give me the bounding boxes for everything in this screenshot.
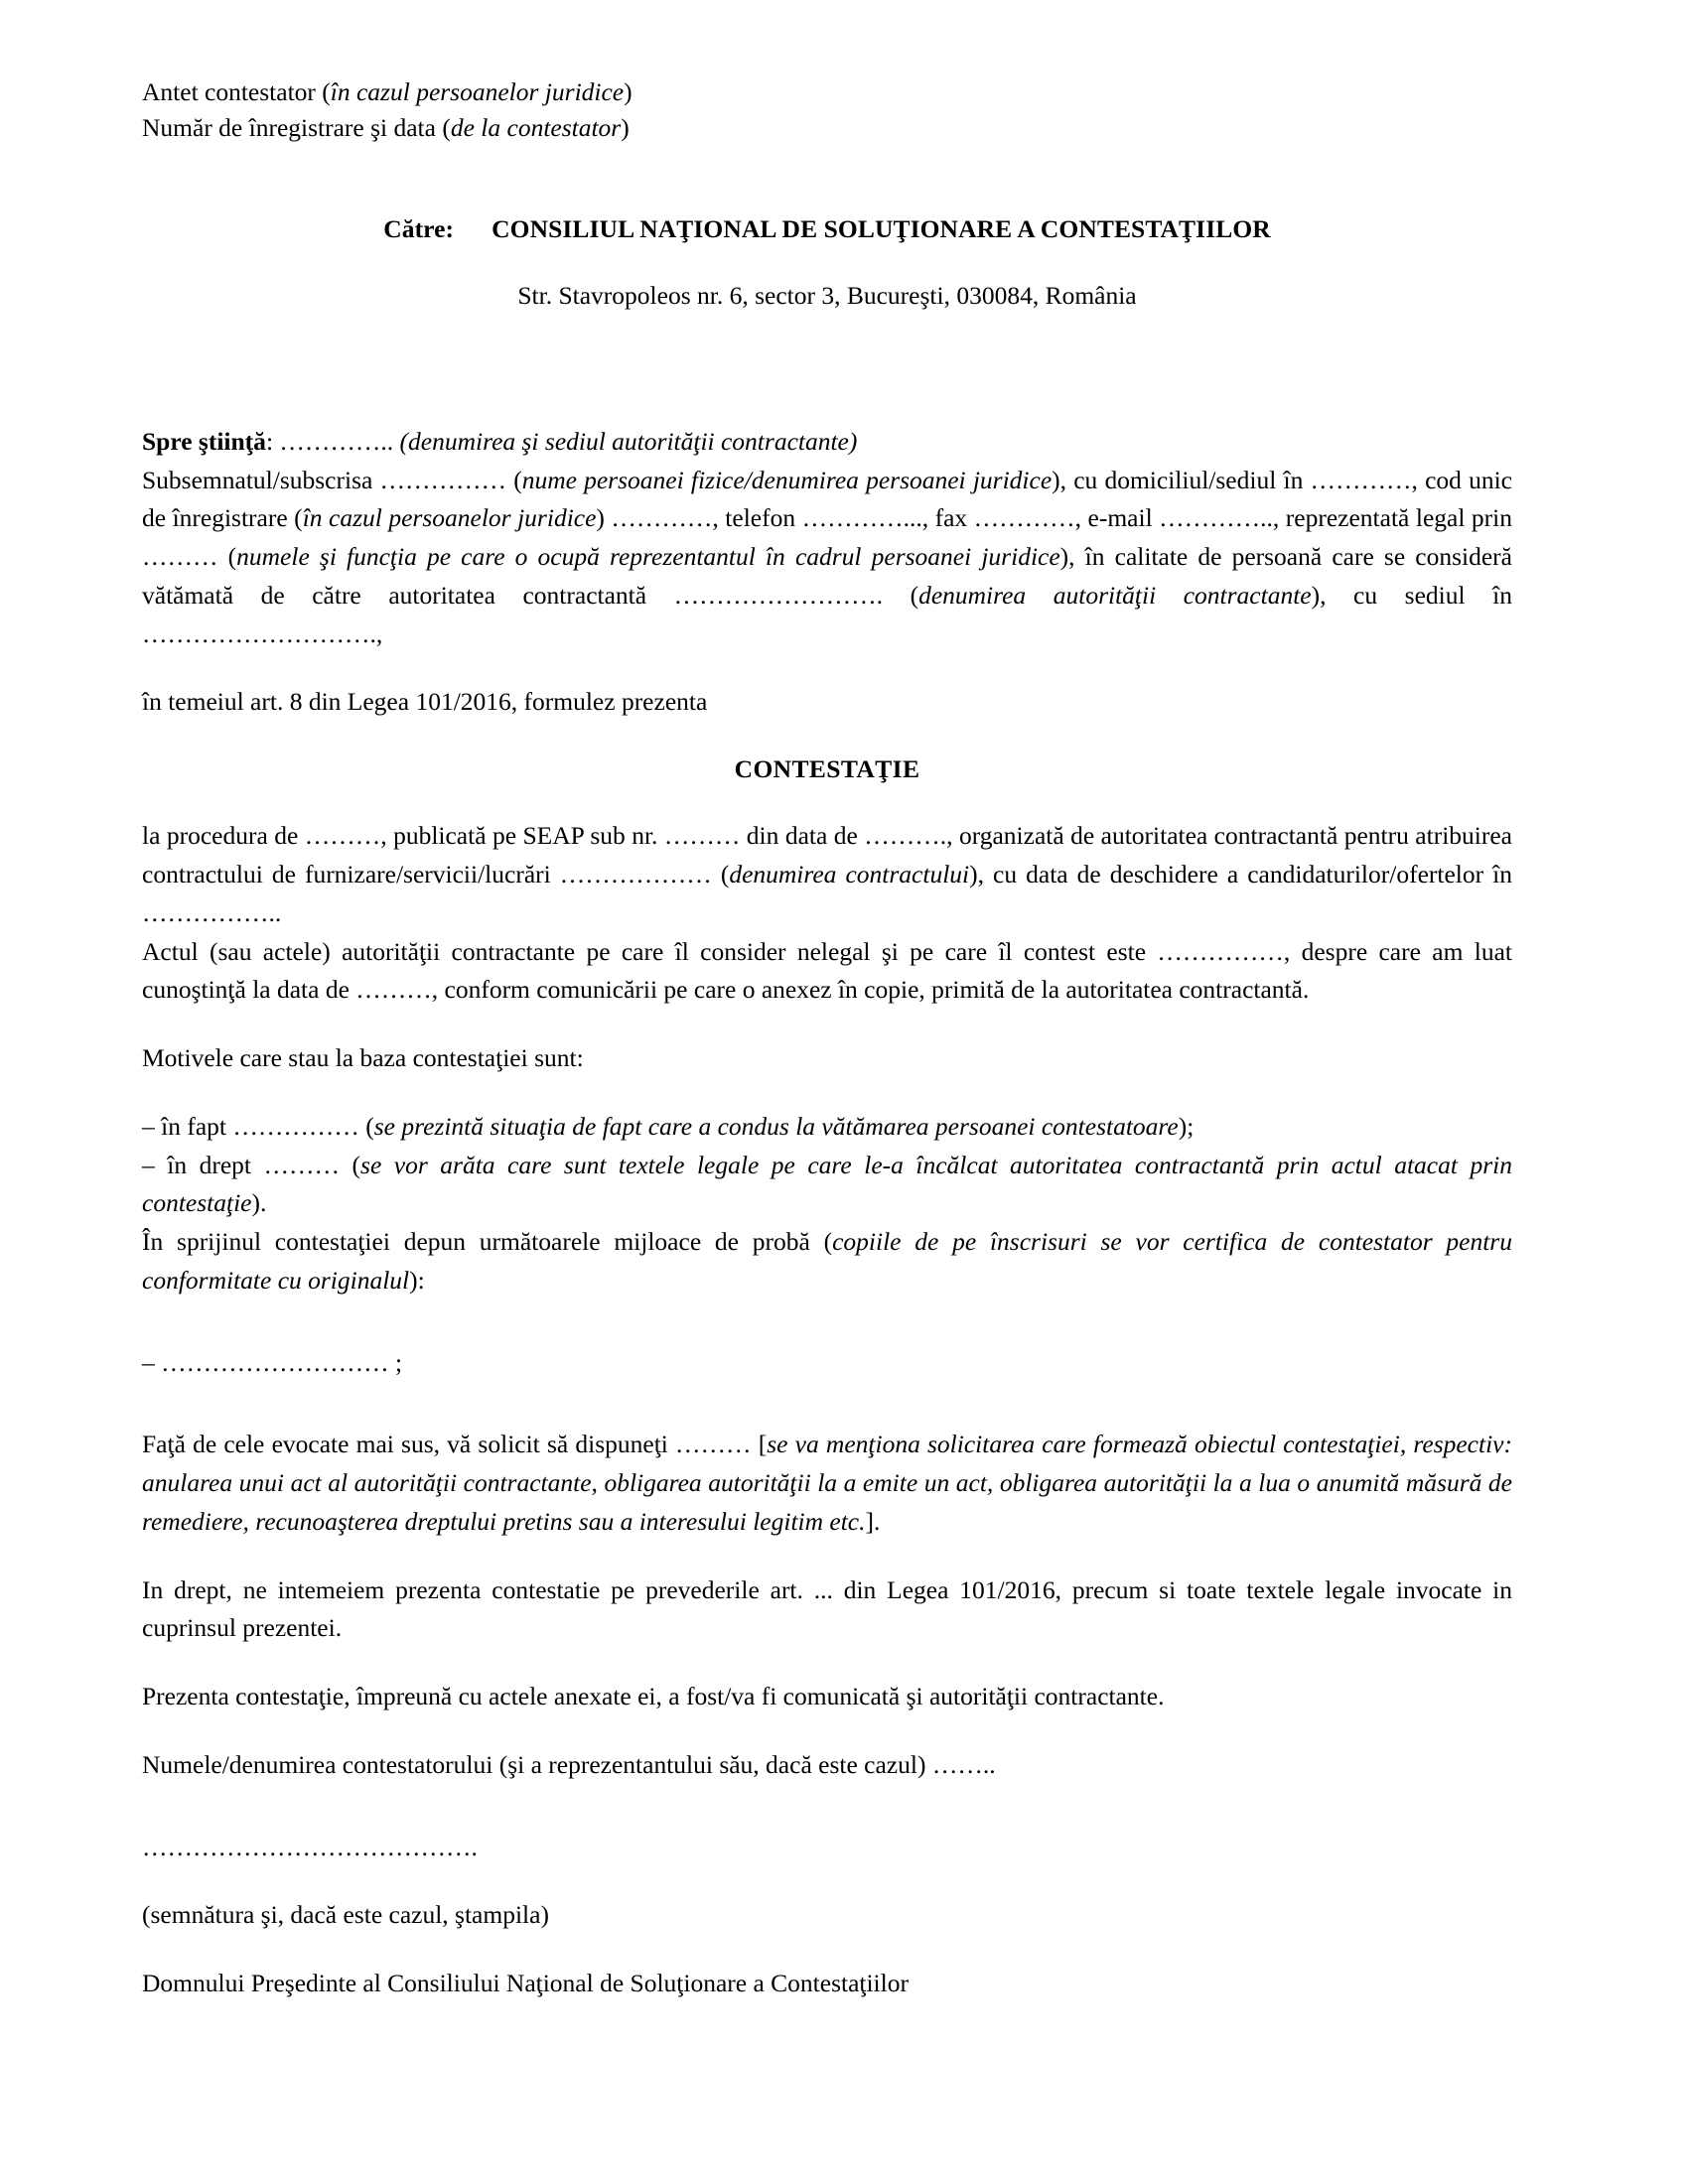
legal-basis-line: în temeiul art. 8 din Legea 101/2016, formulez prezenta xyxy=(142,687,708,717)
notice-dots: : ………….. xyxy=(265,426,394,456)
spacer xyxy=(142,1935,1512,1965)
spacer xyxy=(142,1716,1512,1746)
spacer xyxy=(142,1785,1512,1829)
legal-grounds-paragraph: In drept, ne intemeiem prezenta contestatie pe prevederile art. ... din Legea 101/2016, precum si toate textele legale invocate in cuprinsul prezentei. xyxy=(142,1574,1512,1643)
motive-fapt xyxy=(142,1108,1512,1147)
procedure-paragraph xyxy=(142,817,1512,932)
letterhead-line-1-italic: în cazul persoanelor juridice xyxy=(330,77,625,106)
motive-drept-part-b: ). xyxy=(251,1188,267,1218)
request-paragraph xyxy=(142,1426,1512,1541)
letterhead-line-1-plain: Antet contestator ( xyxy=(142,77,331,106)
intro-italic-3: numele şi funcţia pe care o ocupă reprezentantul în cadrul persoanei juridice xyxy=(236,542,1060,572)
addressee-row xyxy=(142,211,1512,247)
spacer xyxy=(142,248,1512,278)
closing-line: Domnului Preşedinte al Consiliului Naţional de Soluţionare a Contestaţiilor xyxy=(142,1969,909,1998)
proof-part-a: În sprijinul contestaţiei depun următoarele mijloace de probă ( xyxy=(142,1227,833,1257)
spacer xyxy=(142,653,1512,683)
intro-part-c: ) …………, telefon …………..., fax …………, e-mail ………….., reprezentată legal prin ……… ( xyxy=(142,503,1513,572)
spacer xyxy=(142,1010,1512,1039)
intro-italic-4: denumirea autorităţii contractante xyxy=(918,580,1312,610)
spacer xyxy=(142,1542,1512,1571)
motive-drept xyxy=(142,1147,1512,1224)
intro-part-d: ), în calitate de persoană care se consideră vătămată de către autoritatea contractantă ……………………. ( xyxy=(142,542,1512,610)
procedure-part-b: ), cu data de deschidere a candidaturilor/ofertelor în …………….. xyxy=(142,860,1512,927)
addressee-label: Către: xyxy=(383,214,455,244)
notice-italic: (denumirea şi sediul autorităţii contractante) xyxy=(399,426,858,456)
spacer xyxy=(142,1078,1512,1108)
procedure-part-a: la procedura de ………, publicată pe SEAP sub nr. ……… din data de ………., organizată de autoritatea contractantă pentru atribuirea contractului de furnizare/servicii/lucrări ……………… ( xyxy=(142,821,1512,889)
spacer xyxy=(142,1382,1512,1426)
addressee-name: CONSILIUL NAŢIONAL DE SOLUŢIONARE A CONTESTAŢIILOR xyxy=(492,214,1271,244)
intro-part-e: ), cu sediul în ………………………., xyxy=(142,580,1512,648)
stamp-note-line: (semnătura şi, dacă este cazul, ştampila) xyxy=(142,1900,549,1930)
document-body xyxy=(142,74,1512,2003)
motive-fapt-part-a: – în fapt …………… ( xyxy=(142,1111,374,1141)
intro-part-b: ), cu domiciliul/sediul în …………, cod unic de înregistrare ( xyxy=(142,465,1512,533)
letterhead-line-2-italic: de la contestator xyxy=(450,113,622,143)
motive-drept-italic: se vor arăta care sunt textele legale pe care le-a încălcat autoritatea contractantă prin actul atacat prin contestaţie xyxy=(142,1150,1512,1218)
letterhead-line-2-close: ) xyxy=(621,113,630,143)
contested-act-paragraph: Actul (sau actele) autorităţii contractante pe care îl consider nelegal şi pe care îl contest este ……………, despre care am luat cunoştinţă la data de ………, conform comunicării pe care o anexez în copie, primită de la autoritatea contractantă. xyxy=(142,936,1512,1005)
letterhead-line-2-plain: Număr de înregistrare şi data ( xyxy=(142,113,451,143)
motive-fapt-italic: se prezintă situaţia de fapt care a condus la vătămarea persoanei contestatoare xyxy=(373,1111,1179,1141)
letterhead-line-1-close: ) xyxy=(624,77,633,106)
spacer xyxy=(142,787,1512,817)
proof-paragraph xyxy=(142,1223,1512,1300)
contestatie-heading: CONTESTAŢIE xyxy=(734,754,920,784)
procedure-italic-1: denumirea contractului xyxy=(729,860,970,889)
communication-paragraph: Prezenta contestaţie, împreună cu actele anexate ei, a fost/va fi comunicată şi autorităţii contractante. xyxy=(142,1682,1165,1711)
contestor-name-line: Numele/denumirea contestatorului (şi a reprezentantului său, dacă este cazul) …….. xyxy=(142,1749,996,1779)
intro-italic-1: nume persoanei fizice/denumirea persoanei juridice xyxy=(521,465,1053,494)
request-part-b: ]. xyxy=(865,1506,881,1536)
spacer xyxy=(142,1866,1512,1896)
letterhead-line-2 xyxy=(142,110,1512,146)
request-part-a: Faţă de cele evocate mai sus, vă solicit să dispuneţi ……… [ xyxy=(142,1430,768,1459)
spacer xyxy=(142,1648,1512,1678)
intro-paragraph xyxy=(142,462,1512,654)
motive-fapt-part-b: ); xyxy=(1178,1111,1195,1141)
motives-intro: Motivele care stau la baza contestaţiei sunt: xyxy=(142,1043,584,1073)
proof-part-b: ): xyxy=(409,1265,425,1295)
proof-italic: copiile de pe înscrisuri se vor certifica de contestator pentru conformitate cu originalul xyxy=(142,1227,1512,1295)
notice-line xyxy=(142,423,1512,462)
proof-blank-line: – ……………………… ; xyxy=(142,1347,403,1377)
motive-drept-part-a: – în drept ……… ( xyxy=(142,1150,361,1179)
signature-dots-line: …………………………………. xyxy=(142,1832,478,1861)
intro-italic-2: în cazul persoanelor juridice xyxy=(302,503,597,533)
letterhead-line-1 xyxy=(142,74,1512,110)
intro-part-a: Subsemnatul/subscrisa …………… ( xyxy=(142,465,522,494)
spacer xyxy=(142,314,1512,379)
spacer xyxy=(142,722,1512,751)
notice-label: Spre ştiinţă xyxy=(142,426,266,456)
spacer xyxy=(142,379,1512,423)
letterhead-block xyxy=(142,74,1512,146)
request-italic: se va menţiona solicitarea care formează obiectul contestaţiei, respectiv: anularea unui act al autorităţii contractante, obligarea autorităţii la a emite un act, obligarea autorităţii la a lua o anumită măsură de remediere, recunoaşterea dreptului pretins sau a interesului legitim etc. xyxy=(142,1430,1512,1536)
spacer xyxy=(142,146,1512,211)
spacer xyxy=(142,1300,1512,1344)
addressee-address: Str. Stavropoleos nr. 6, sector 3, Bucureşti, 030084, România xyxy=(517,280,1137,310)
